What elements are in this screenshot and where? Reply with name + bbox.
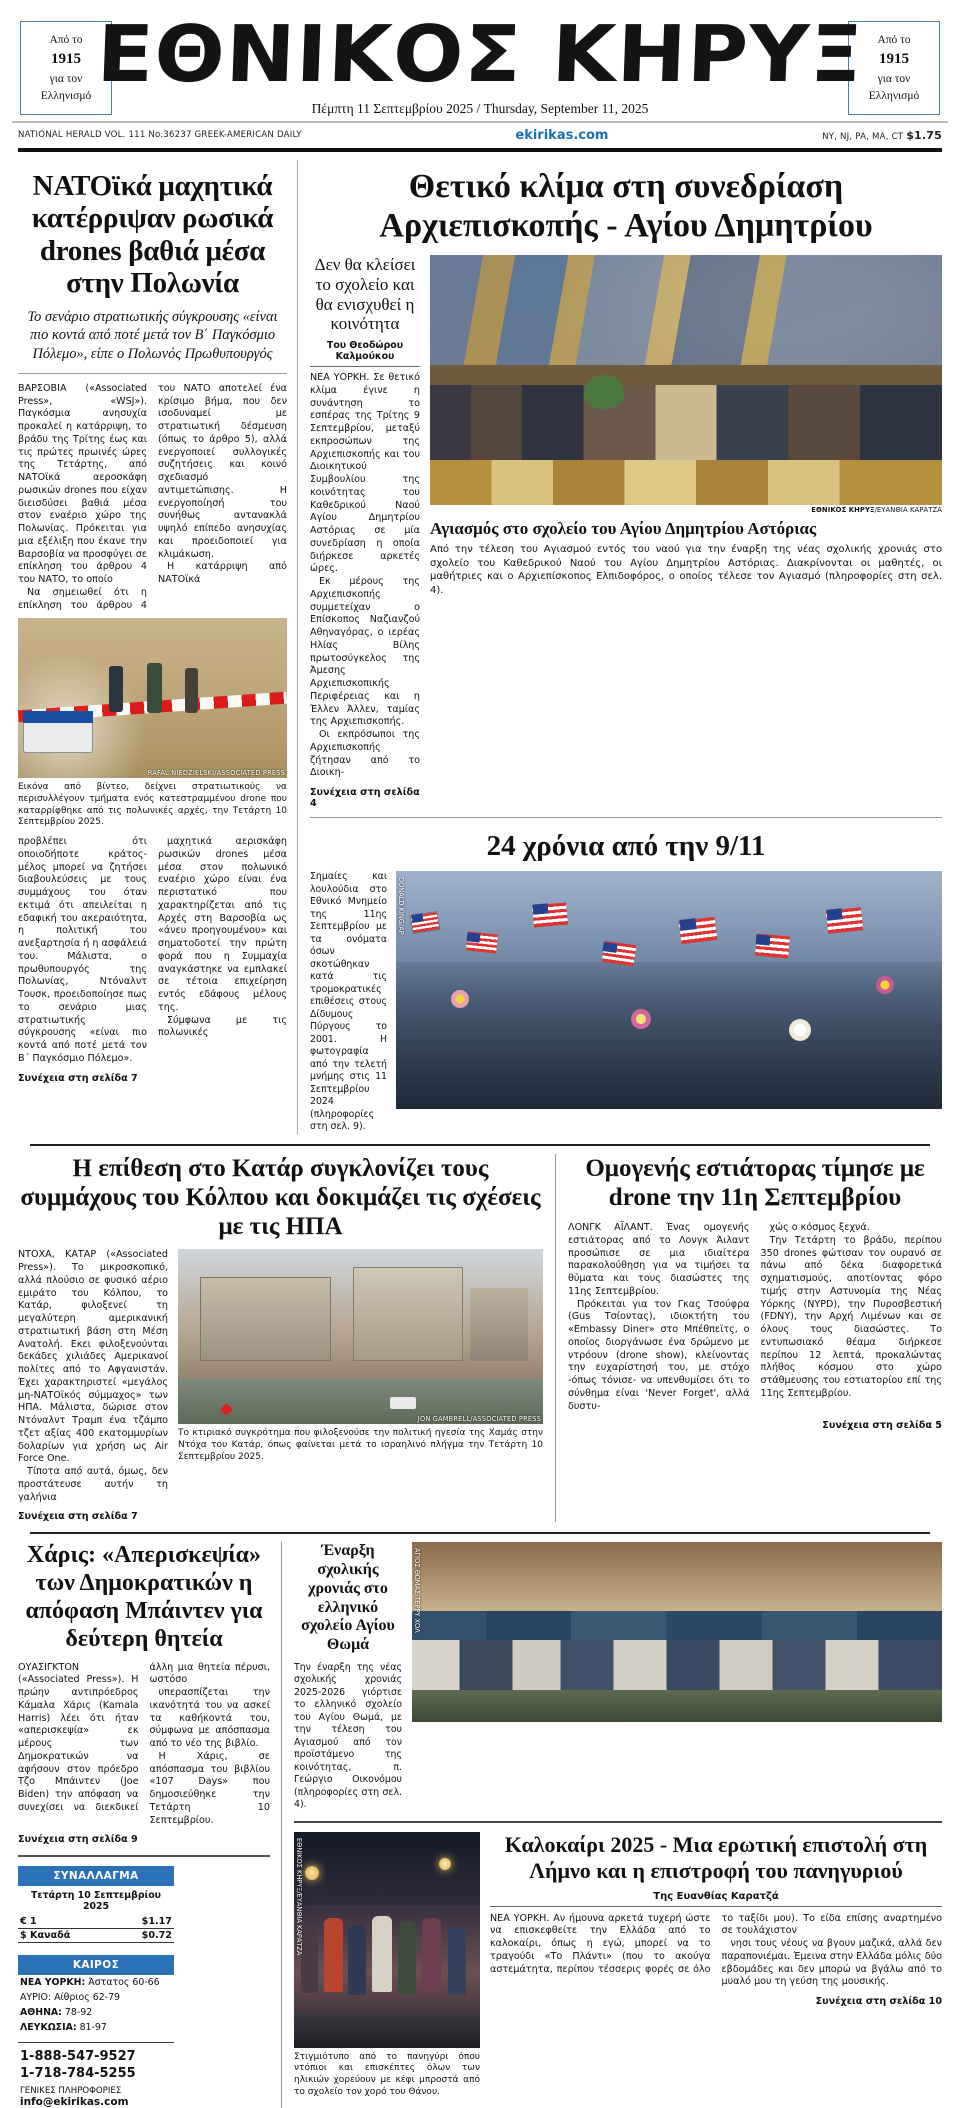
school-year-textcol	[294, 1542, 412, 1811]
divider	[18, 1855, 270, 1857]
volume-line: NATIONAL HERALD VOL. 111 No.36237 GREEK-AMERICAN DAILY	[18, 130, 302, 141]
paragraph: Εκ μέρους της Αρχιεπισκοπής συμμετείχαν ο Επίσκοπος Ναζιανζού Αθηναγόρας, ο ιερέας Ηλίας Βίλης πρωτοσύγκελος της Άμεσης Αρχιεπισκοπικής Περιφέρειας και η Έλλεν Άλλεν, ταμίας της Αρχιεπισκοπής.	[310, 576, 420, 728]
paragraph: Να σημειωθεί ότι η επίκληση του άρθρου 4 του ΝΑΤΟ αποτελεί ένα κρίσιμο βήμα, που δεν ισοδυναμεί με στρατιωτική δέσμευση (όπως το άρθρο 5), αλλά ενεργοποιεί συλλογικές συζητήσεις και κοινό σχεδιασμό αντιμετώπισης. Η ενεργοποίησή του συνήθως αντανακλά υψηλό επίπεδο ανησυχίας και προειδοποιεί για κλιμάκωση.	[18, 382, 287, 611]
fx-row	[18, 1929, 174, 1943]
harris-headline: Χάρις: «Απερισκεψία» των Δημοκρατικών η απόφαση Μπάιντεν για δεύτερη θητεία	[25, 1542, 263, 1652]
qatar-body	[18, 1249, 168, 1504]
since-left-line3: για τον	[49, 72, 83, 85]
church-photo-credit	[430, 506, 942, 514]
lead-main-continues: Συνέχεια στη σελίδα 4	[310, 787, 420, 810]
paragraph: ΝΕΑ ΥΟΡΚΗ. Σε θετικό κλίμα έγινε η συνάντηση το εσπέρας της Τρίτης 9 Σεπτεμβρίου, μεταξύ εκπροσώπων της Αρχιεπισκοπής και του Διοικητικού Συμβουλίου της κοινότητας του Καθεδρικού Ναού Αγίου Δημητρίου Αστόριας σε μία συνεδρίαση η οποία διήρκεσε αρκετές ώρες.	[310, 372, 420, 575]
summer-photo-col	[294, 1832, 490, 2099]
since-right-line4: Ελληνισμό	[868, 89, 920, 102]
agiasmos-caption-text: Από την τέλεση του Αγιασμού εντός του ναού για την έναρξη της νέας σχολικής χρονιάς στο σχολείο του Καθεδρικού Ναού του Αγίου Δημητρίου Αστόριας. Διακρίνονται οι μαθητές, οι μαθήτριες και ο Αρχιεπίσκοπος Ελπιδοφόρος, ο οποίος τέλεσε τον Αγιασμό (πληροφορίες στη σελ. 4).	[430, 544, 942, 596]
festival-dance-photo	[294, 1832, 480, 2048]
school-year-story	[294, 1542, 942, 1811]
general-info-label: ΓΕΝΙΚΕΣ ΠΛΗΡΟΦΟΡΙΕΣ	[20, 2086, 122, 2097]
nine-eleven-sidecol	[310, 871, 396, 1134]
price-value: $1.75	[906, 128, 942, 142]
weather-box-title: ΚΑΙΡΟΣ	[18, 1955, 174, 1975]
paragraph: Οι εκπρόσωποι της Αρχιεπισκοπής ζήτησαν από το Διοικη-	[310, 729, 420, 779]
restaurateur-headline: Ομογενής εστιάτορας τίμησε με drone την 11η Σεπτεμβρίου	[585, 1154, 925, 1211]
agiasmos-caption-head: Αγιασμός στο σχολείο του Αγίου Δημητρίου Αστόριας	[430, 519, 817, 539]
masthead-date: Πέμπτη 11 Σεπτεμβρίου 2025 / Thursday, September 11, 2025	[311, 100, 649, 116]
school-year-body: Την έναρξη της νέας σχολικής χρονιάς 2025-2026 γιόρτισε το ελληνικό σχολείο του Αγίου Θωμά, με την τέλεση του Αγιασμού από τον προϊστάμενο της κοινότητας, π. Γεώργιο Οικονόμου (πληροφορίες στη σελ. 4).	[294, 1661, 402, 1811]
festival-photo-caption: Στιγμιότυπο από το πανηγύρι όπου ντόπιοι και επισκέπτες όλων των ηλικιών χορεύουν με κέφι μπροστά από το σχολείο τον χορό του Θάνου.	[294, 2051, 480, 2097]
fx-box-date: Τετάρτη 10 Σεπτεμβρίου 2025	[31, 1890, 161, 1913]
paragraph: Την Τετάρτη το βράδυ, περίπου 350 drones φώτισαν τον ουρανό σε πάνω από δέκα διαφορετικά σχηματισμούς, αποτίοντας φόρο τιμής στην Αστυνομία της Νέας Υόρκης (NYPD), την Πυροσβεστική (FDNY), την Αρχή Λιμένων και σε όλους τους διασώστες. Το εντυπωσιακό θέαμα διήρκεσε περίπου 12 λεπτά, προκαλώντας πλήθος κόσμου στο χώρο στάθμευσης του εστιατορίου επί της 11ης Σεπτεμβρίου.	[760, 1234, 942, 1399]
since-right-line3: για τον	[877, 72, 911, 85]
bottom-region	[12, 1542, 948, 2108]
lead-main-upper	[310, 255, 942, 809]
lead-main-byline: Του Θεοδώρου Καλμούκου	[310, 340, 420, 367]
price-states: NY, NJ, PA, MA, CT	[822, 131, 907, 142]
phone-primary[interactable]: 1-888-547-9527	[20, 2049, 136, 2065]
paragraph: Η κατάρριψη από ΝΑΤΟϊκά	[158, 561, 287, 586]
divider	[310, 817, 942, 818]
summer-story	[294, 1832, 942, 2099]
lead-main-body	[310, 372, 420, 780]
photo-credit: ΕΘΝΙΚΟΣ ΚΗΡΥΞ/ΕΥΑΝΘΙΑ ΚΑΡΑΤΖΑ	[295, 1837, 303, 1956]
weather-city: ΛΕΥΚΩΣΙΑ:	[20, 2022, 77, 2034]
qatar-building-photo	[178, 1249, 543, 1424]
nine-eleven-memorial-photo	[396, 871, 942, 1109]
lead-left-continues: Συνέχεια στη σελίδα 7	[18, 1072, 138, 1084]
fx-box-title: ΣΥΝΑΛΛΑΓΜΑ	[18, 1866, 174, 1886]
paragraph: ΟΥΑΣΙΓΚΤΟΝ («Associated Press»). Η πρώην αντιπρόεδρος Κάμαλα Χάρις (Kamala Harris) λέει ότι ήταν «απερισκεψία» εκ μέρους των Δημοκρατικών να αφήσουν στον πρόεδρο Τζο Μπάιντεν (Joe Biden) την απόφαση να συνεχίσει να διεκδικεί άλλη μια θητεία πέρυσι, ωστόσο	[18, 1661, 270, 1813]
credit-brand: ΕΘΝΙΚΟΣ ΚΗΡΥΞ	[811, 506, 875, 515]
weather-value: 78-92	[61, 2007, 93, 2019]
since-left-year: 1915	[51, 51, 81, 68]
lead-main-photo-col	[430, 255, 942, 809]
masthead	[12, 0, 948, 121]
phone-secondary[interactable]: 1-718-784-5255	[20, 2066, 136, 2082]
summer-textcol	[490, 1832, 942, 2099]
restaurateur-continues: Συνέχεια στη σελίδα 5	[822, 1420, 942, 1432]
weather-city: ΝΕΑ ΥΟΡΚΗ:	[20, 1977, 86, 1989]
fx-label: $ Καναδά	[20, 1930, 71, 1942]
fx-value: $1.17	[141, 1916, 172, 1928]
drone-wreckage-photo	[18, 618, 287, 778]
website-link[interactable]: ekirikas.com	[515, 127, 609, 143]
weather-city: ΑΘΗΝΑ:	[20, 2007, 62, 2019]
paragraph: νησι τους νέους να βγουν μαζικά, αλλά δεν παραπονιέμαι. Έμεινα στην Ελλάδα μόλις δύο εβδομάδες και δεν μπορώ να βγάλω από το μυαλό μου τη γεύση της μουσικής.	[721, 1938, 942, 1988]
weather-row	[18, 2005, 174, 2020]
weather-row	[18, 1990, 174, 2005]
credit-photographer: /ΕΥΑΝΘΙΑ ΚΑΡΑΤΖΑ	[874, 506, 942, 515]
weather-row	[18, 1975, 174, 1990]
paragraph: Η Χάρις, σε απόσπασμα του βιβλίου «107 Days» που δημοσιεύθηκε την Τετάρτη 10 Σεπτεμβρίου.	[149, 1750, 270, 1826]
harris-continues: Συνέχεια στη σελίδα 9	[18, 1834, 138, 1846]
paragraph: χώς ο κόσμος ξεχνά.	[769, 1222, 870, 1234]
info-boxes	[18, 1866, 174, 2108]
drone-photo-caption: Εικόνα από βίντεο, δείχνει στρατιωτικούς να περισυλλέγουν τμήματα ενός κατεστραμμένου drone που καταρρίφθηκε από τις πολωνικές αρχές, την Τετάρτη 10 Σεπτεμβρίου 2025.	[18, 782, 287, 828]
lead-main-textcol	[310, 255, 430, 809]
restaurateur-story	[556, 1154, 942, 1523]
section-divider-2	[30, 1532, 930, 1534]
nine-eleven-block	[310, 871, 942, 1134]
summer-headline: Καλοκαίρι 2025 - Μια ερωτική επιστολή στη Λήμνο και η επιστροφή του πανηγυριού	[504, 1831, 928, 1883]
since-left-line1: Από το	[49, 34, 83, 47]
paragraph: Τίποτα από αυτά, όμως, δεν προστάτευσε αυτήν τη γαλήνια	[18, 1466, 168, 1503]
since-left-line4: Ελληνισμό	[40, 89, 92, 102]
qatar-continues: Συνέχεια στη σελίδα 7	[18, 1511, 138, 1523]
lead-left-deck: Το σενάριο στρατιωτικής σύγκρουσης «είναι πιο κοντά από ποτέ μετά τον Β΄ Παγκόσμιο Πόλεμο», είπε ο Πολωνός Πρωθυπουργός	[18, 308, 287, 374]
photo-credit: JON GAMBRELL/ΑSSOCIATED PRESS	[417, 1415, 541, 1424]
since-right-year: 1915	[879, 51, 909, 68]
photo-credit: RAFAL NIEDZIELSKI/ΑSSOCIATED PRESS	[147, 769, 285, 778]
since-right-line1: Από το	[877, 34, 911, 47]
lead-left-headline: ΝΑΤΟϊκά μαχητικά κατέρριψαν ρωσικά drones βαθιά μέσα στην Πολωνία	[31, 169, 274, 300]
masthead-logo-wrap	[95, 10, 865, 117]
newspaper-logo: ΕΘΝΙΚΟΣ ΚΗΡΥΞ	[95, 10, 865, 100]
bottom-right-column	[282, 1542, 942, 2108]
restaurateur-body	[568, 1222, 942, 1413]
paragraph: Πρόκειται για τον Γκας Τσούφρα (Gus Τσίοντας), ιδιοκτήτη του «Embassy Diner» στο Μπέθπεϊτς, ο οποίος διοργάνωσε ένα δρώμενο με ντρόουν (drone show), κλείνοντας την ευχαρίστησή του, με στόχο -όπως τόνισε- να υπενθυμίσει ότι το σύνθημα είναι 'Never Forget', αλλά δυστυ-	[568, 1298, 750, 1412]
lead-left-story	[18, 160, 298, 1134]
nine-eleven-sidetext: Σημαίες και λουλούδια στο Εθνικό Μνημείο της 11ης Σεπτεμβρίου με τα ονόματα όσων σκοτώθηκαν κατά τις τρομοκρατικές επιθέσεις στους Δίδυμους Πύργους το 2001. Η φωτογραφία από την τελετή μνήμης στις 11 Σεπτεμβρίου 2024 (πληροφορίες στη σελ. 9).	[310, 871, 387, 1133]
weather-city: ΑΥΡΙΟ:	[20, 1992, 52, 2004]
paragraph: μαχητικά αερισκάφη ρωσικών drones μέσα μέσα στον πολωνικό εναέριο χώρο είναι ένα περιστατικό που χαρακτηρίζεται από τις Αρχές στη Βαρσοβία ως «άνευ προηγουμένου» και σηματοδοτεί την πρώτη φορά που η Συμμαχία αναγκάστηκε να εμπλακεί σε τέτοια επιχείρηση εντός εδάφους μέλους της.	[158, 836, 287, 1013]
school-year-photo-wrap	[412, 1542, 942, 1811]
photo-credit: DONALD KING/AP	[397, 877, 405, 935]
fx-row	[18, 1915, 174, 1929]
summer-body	[490, 1913, 942, 1990]
masthead-info-bar	[12, 121, 948, 148]
qatar-story	[18, 1154, 556, 1523]
agiasmos-church-photo	[430, 255, 942, 505]
school-year-headline: Έναρξη σχολικής χρονιάς στο ελληνικό σχολείο Αγίου Θωμά	[301, 1542, 395, 1653]
fx-value: $0.72	[141, 1930, 172, 1942]
paragraph: προβλέπει ότι οποιοδήποτε κράτος-μέλος μπορεί να ζητήσει διαβουλεύσεις με τους συμμάχους του όταν εκτιμά ότι απειλείται η εδαφική του ακεραιότητα, η πολιτική του ανεξαρτησία ή η ασφάλειά του. Μάλιστα, ο πρωθυπουργός της Πολωνίας, Ντόναλντ Τουσκ, προειδοποίησε πως το σενάριο μιας στρατιωτικής σύγκρουσης «είναι πιο κοντά από ποτέ μετά τον Β΄ Παγκόσμιο Πόλεμο».	[18, 836, 147, 1064]
qatar-photo-col	[178, 1249, 543, 1522]
lead-main-headline: Θετικό κλίμα στη συνεδρίαση Αρχιεπισκοπής - Αγίου Δημητρίου	[379, 167, 873, 244]
paragraph: ΝΕΑ ΥΟΡΚΗ. Αν ήμουνα αρκετά τυχερή ώστε να επισκεφθείτε την Ελλάδα από το καλοκαίρι, όπως η εγώ, μπορεί να το τραγούδι «Το Πλάντι» (που το ακούγα αστεμάτητα, περίπου τέσσερις φορές σε όλο το ταξίδι μου). Το είδα επίσης αναρτημένο σε τουλάχιστον	[490, 1912, 942, 1975]
email-link[interactable]: info@ekirikas.com	[20, 2096, 129, 2108]
harris-body	[18, 1662, 270, 1828]
weather-row	[18, 2020, 174, 2035]
lead-main-story	[298, 160, 942, 1134]
fx-label: € 1	[20, 1916, 37, 1928]
paragraph: υπερασπίζεται την ικανότητά του να ασκεί τα καθήκοντά του, σύμφωνα με απόσπασμα από το νέο της βιβλίο.	[149, 1687, 270, 1750]
summer-byline: Της Ευανθίας Καρατζά	[490, 1891, 942, 1907]
paragraph: ΝΤΟΧΑ, ΚΑΤΑΡ («Associated Press»). Το μικροσκοπικό, αλλά πλούσιο σε φυσικό αέριο εμιράτο του Κόλπου, το Κατάρ, φιλοξενεί τη μεγαλύτερη αμερικανική στρατιωτική βάση στη Μέση Ανατολή. Εκει φιλοξενούνται δεκάδες χιλιάδες Αμερικανοί πολίτες από το Αφγανιστάν. Έχει χαρακτηριστεί «μεγάλος μη-ΝΑΤΟϊκός σύμμαχος» των ΗΠΑ. Μάλιστα, δώρισε στον Ντόναλντ Τραμπ ένα τζάμπο τζετ αξίας 400 εκατομμυρίων δολαρίων για χρήση ως Air Force One.	[18, 1249, 168, 1465]
section-divider-1	[30, 1144, 930, 1146]
weather-value: 81-97	[76, 2022, 107, 2034]
qatar-textcol	[18, 1249, 178, 1522]
middle-region	[12, 1154, 948, 1523]
price-line	[822, 129, 942, 142]
paragraph: ΒΑΡΣΟΒΙΑ («Associated Press», «WSJ»). Παγκόσμια ανησυχία προκαλεί η κατάρριψη, το βράδυ της Τρίτης έως και τις πρώτες πρωινές ώρες της Τετάρτης, από ΝΑΤΟϊκά αεροσκάφη ρωσικών drones που είχαν διεισδύσει βαθιά μέσα στον εναέριο χώρο της Πολωνίας. Πρόκειται για μια εξέλιξη που έκανε την Βαρσοβία να προσφύγει σε επίκληση του άρθρου 4 του ΝΑΤΟ, το οποίο	[18, 382, 147, 586]
paragraph: Σύμφωνα με τις πολωνικές	[158, 1014, 287, 1039]
harris-column	[18, 1542, 282, 2108]
weather-value: Αίθριος 62-79	[51, 1992, 120, 2004]
summer-continues: Συνέχεια στη σελίδα 10	[815, 1996, 942, 2008]
paragraph: ΛΟΝΓΚ ΑΪΛΑΝΤ. Ένας ομογενής εστιάτορας από το Λονγκ Άιλαντ προσώπισε σε μια ιδιαίτερα παρακολούθηση για να τιμήσει τα θύματα και τους διασώστες της 11ης Σεπτεμβρίου.	[568, 1222, 750, 1297]
nine-eleven-photo-wrap	[396, 871, 942, 1134]
divider	[294, 1821, 942, 1823]
divider	[18, 2042, 174, 2043]
lead-left-body-bottom	[18, 836, 287, 1066]
masthead-rule	[18, 148, 942, 152]
lead-main-subhead: Δεν θα κλείσει το σχολείο και θα ενισχυθεί η κοινότητα	[314, 255, 416, 334]
qatar-photo-caption: Το κτιριακό συγκρότημα που φιλοξενούσε την πολιτική ηγεσία της Χαμάς στην Ντόχα του Κατάρ, όπως φαίνεται μετά το ισραηλινό πλήγμα την Τετάρτη 10 Σεπτεμβρίου 2025.	[178, 1428, 543, 1462]
lead-left-body-top	[18, 383, 287, 613]
top-region	[12, 160, 948, 1134]
weather-value: Άστατος 60-66	[85, 1977, 160, 1989]
nine-eleven-headline: 24 χρόνια από την 9/11	[486, 830, 766, 863]
photo-credit: ΑΓΙΟΣ ΘΩΜΑΣ ΤΕΡΡΥ ΧΟΛ	[413, 1548, 421, 1634]
school-year-photo	[412, 1542, 942, 1722]
qatar-headline: Η επίθεση στο Κατάρ συγκλονίζει τους συμμάχους του Κόλπου και δοκιμάζει τις σχέσεις με τις ΗΠΑ	[20, 1154, 541, 1241]
